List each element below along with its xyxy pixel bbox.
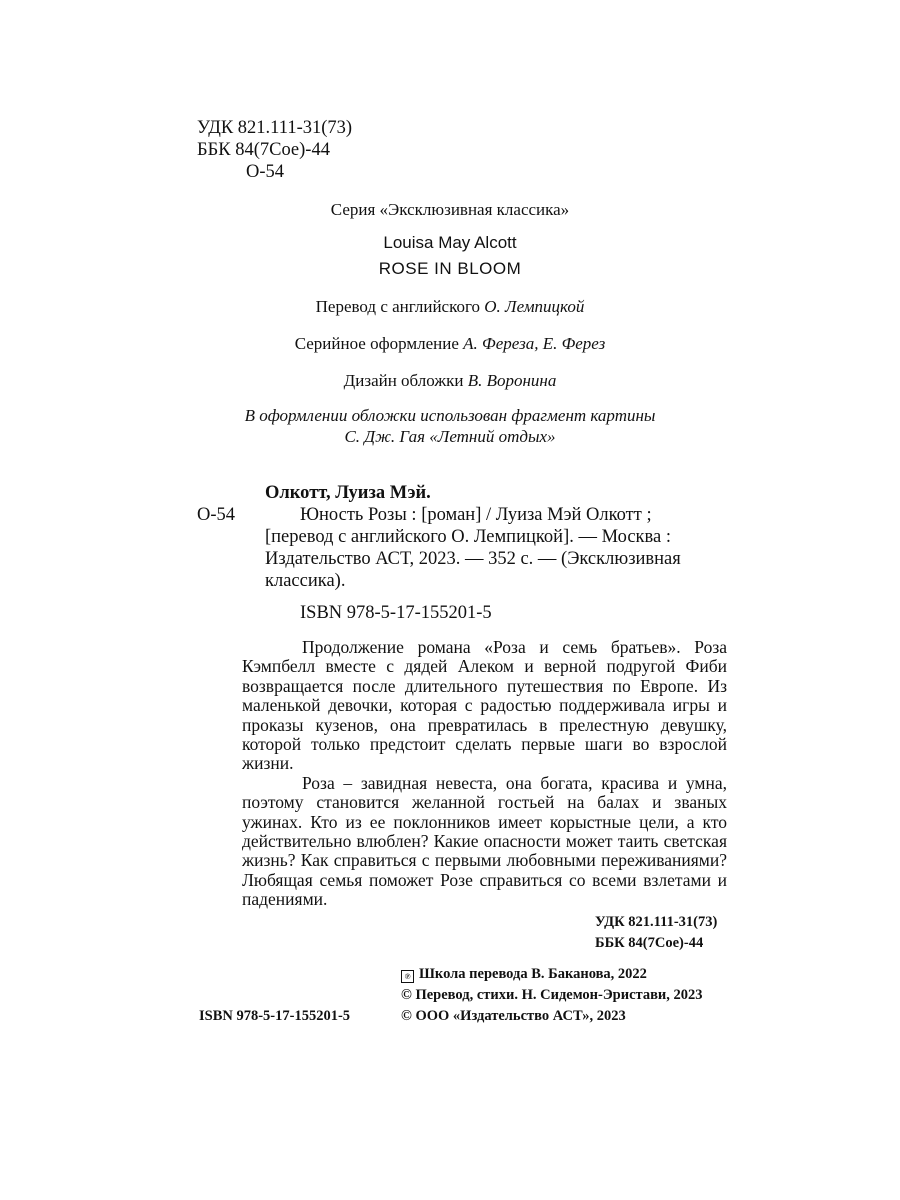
original-title: ROSE IN BLOOM xyxy=(378,259,522,278)
series-design-credit xyxy=(0,333,900,354)
cover-design-credit xyxy=(0,370,900,391)
cover-note-line-1: В оформлении обложки использован фрагмент картины xyxy=(244,406,656,425)
cover-designer-name: В. Воронина xyxy=(467,371,557,390)
record-author-heading: Олкотт, Луиза Мэй. xyxy=(265,483,431,503)
cover-design-label: Дизайн обложки xyxy=(343,371,468,390)
record-isbn: ISBN 978-5-17-155201-5 xyxy=(300,603,492,623)
record-line-3: Издательство АСТ, 2023. — 352 с. — (Эксклюзивная xyxy=(265,549,681,569)
original-author: Louisa May Alcott xyxy=(383,233,517,252)
annotation xyxy=(242,638,727,910)
copyright-line-2: © Перевод, стихи. Н. Сидемон-Эристави, 2023 xyxy=(401,987,703,1003)
record-line-4: классика). xyxy=(265,571,346,591)
footer-udk: УДК 821.111-31(73) xyxy=(595,914,718,930)
translator-name: О. Лемпицкой xyxy=(484,297,585,316)
annotation-paragraph-2: Роза – завидная невеста, она богата, красива и умна, поэтому становится желанной гостьей на балах и званых ужинах. Кто из ее поклонников имеет корыстные цели, а кто действительно влюблен? Какие опасности может таить светская жизнь? Как справиться с первыми любовными переживаниями? Любящая семья поможет Розе справиться со всеми взлетами и падениями. xyxy=(242,772,727,910)
cover-note-line-2: С. Дж. Гая «Летний отдых» xyxy=(344,427,556,446)
series-design-label: Серийное оформление xyxy=(294,334,464,353)
record-line-1: Юность Розы : [роман] / Луиза Мэй Олкотт ; xyxy=(300,505,652,525)
phonogram-copyright-icon: ℗ xyxy=(401,970,414,983)
series-line: Серия «Эксклюзивная классика» xyxy=(330,200,570,219)
record-sign: О-54 xyxy=(197,505,236,525)
series-designer-names: А. Фереза, Е. Ферез xyxy=(463,334,606,353)
footer-bbk: ББК 84(7Сое)-44 xyxy=(595,935,704,951)
copyright-line-3: © ООО «Издательство АСТ», 2023 xyxy=(401,1008,626,1024)
author-sign: О-54 xyxy=(246,162,285,182)
annotation-paragraph-1: Продолжение романа «Роза и семь братьев». Роза Кэмпбелл вместе с дядей Алеком и верной подругой Фиби возвращается после длительного путешествия по Европе. Из маленькой девочки, которая с радостью поддерживала игры и проказы кузенов, она превратилась в прелестную девушку, которой только предстоит сделать первые шаги во взрослой жизни. xyxy=(242,637,727,774)
bbk-code: ББК 84(7Сое)-44 xyxy=(197,140,330,160)
footer-isbn: ISBN 978-5-17-155201-5 xyxy=(199,1008,351,1024)
translation-credit xyxy=(0,296,900,317)
translation-label: Перевод с английского xyxy=(315,297,485,316)
udk-code: УДК 821.111-31(73) xyxy=(197,118,353,138)
copyright-line-1 xyxy=(401,964,647,985)
record-line-2: [перевод с английского О. Лемпицкой]. — Москва : xyxy=(265,527,671,547)
copyright-1-text: Школа перевода В. Баканова, 2022 xyxy=(419,966,647,982)
